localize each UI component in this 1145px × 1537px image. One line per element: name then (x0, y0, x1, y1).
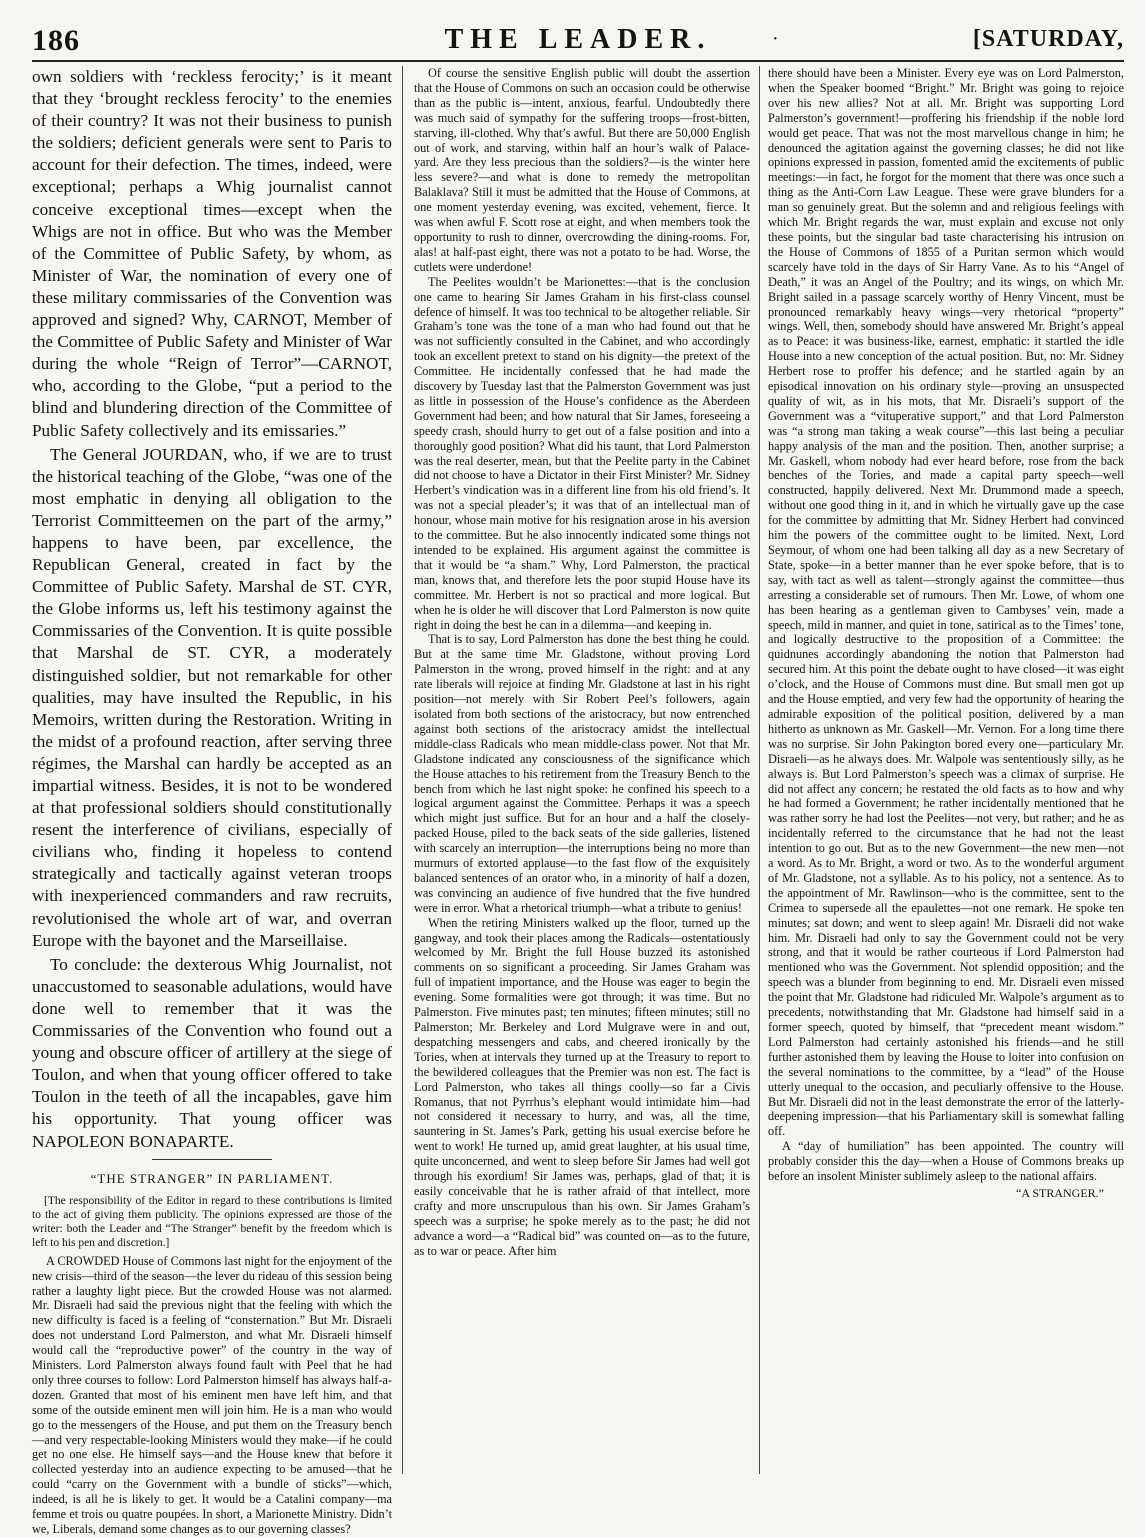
column-rule-1 (402, 66, 403, 1474)
section-divider (152, 1159, 272, 1160)
editor-note: [The responsibility of the Editor in regard to these contributions is limited to the act of giving them publicity. The opinions expressed are those of the writer: both the Leader and “The Stranger” benefit by the freedom which is left to his pen and discretion.] (32, 1194, 392, 1249)
section-title: “THE STRANGER” IN PARLIAMENT. (90, 1170, 334, 1186)
stranger-article-start (32, 1254, 392, 1537)
paragraph: To conclude: the dexterous Whig Journalist, not unaccustomed to seasonable adulations, would have done well to remember that it was the Commissaries of the Convention who found out a young and obscure officer of artillery at the siege of Toulon, and when that young officer offered to take Toulon in the teeth of all the incapables, gave him his opportunity. That young officer was NAPOLEON BONAPARTE. (32, 954, 392, 1151)
page-number: 186 (32, 24, 80, 57)
signoff: “A STRANGER.” (1016, 1185, 1104, 1200)
paragraph: Of course the sensitive English public will doubt the assertion that the House of Commons on such an occasion could be otherwise than as the public is—intent, anxious, fearful. Undoubtedly there was much said of sympathy for the suffering troops—frost-bitten, starving, ill-clothed. Why that’s awful. But there are 50,000 English out of work, and starving, within half an hour’s walk of Palace-yard. Are they less precious than the soldiers?—is the winter here less severe?—and what is done to remedy the metropolitan Balaklava? Still it must be admitted that the House of Commons, at one moment yesterday evening, was excited, vehement, fierce. It was when awful F. Scott rose at eight, and when members took the opportunity to rush to dinner, overcrowding the dining-rooms. For, alas! at half-past eight, there was not a potato to be had. Worse, the cutlets were underdone! (414, 66, 750, 274)
paragraph: A CROWDED House of Commons last night for the enjoyment of the new crisis—third of the season—the lever du rideau of this session being rather a laughty light piece. But the crowded House was not alarmed. Mr. Disraeli had said the previous night that the feeling with which the new difficulty is faced is a feeling of “consternation.” But Mr. Disraeli does not understand Lord Palmerston, and what Mr. Disraeli himself would call the “reproductive power” of the country in the way of Ministers. Lord Palmerston always found fault with Peel that he had only three courses to follow: Lord Palmerston himself has always half-a-dozen. Granted that most of his eminent men have left him, and that some of the outside eminent men will join him. He is a man who would go to the messengers of the House, and put them on the Treasury bench—and very respectable-looking Ministers would they make—if he could get no one else. He himself says—and the House knew that before it collected yesterday into an audience expecting to be amused—that he could “carry on the Government with a bundle of sticks”—which, indeed, is all he is likely to get. It would be a Catalini company—ma femme et trois ou quatre poupées. In short, a Marionette Ministry. Didn’t we, Liberals, demand some changes as to our governing classes? (32, 1253, 392, 1536)
paragraph: own soldiers with ‘reckless ferocity;’ is it meant that they ‘brought reckless ferocity’ to the enemies of their country? It was not their business to punish the soldiers; deficient generals were sent to Paris to account for their defection. The times, indeed, were exceptional; perhaps a Whig journalist cannot conceive exceptional times—except when the Whigs are not in office. But who was the Member of the Committee of Public Safety, by whom, as Minister of War, the nomination of every one of these military commissaries of the Convention was approved and signed? Why, CARNOT, Member of the Committee of Public Safety and Minister of War during the whole “Reign of Terror”—CARNOT, who, according to the Globe, “put a period to the blind and blundering direction of the Committee of Public Safety collectively and its emissaries.” (32, 67, 392, 440)
header-day: [SATURDAY, (972, 26, 1124, 52)
paragraph: That is to say, Lord Palmerston has done the best thing he could. But at the same time Mr. Gladstone, without proving Lord Palmerston in the wrong, proved himself in the right: and at any rate liberals will rejoice at finding Mr. Gladstone at last in his right position—not merely with Sir Robert Peel’s followers, again isolated from both sections of the aristocracy, but now entrenched against both sections of the aristocracy amidst the intellectual middle-class Radicals who mean middle-class power. Not that Mr. Gladstone indicated any consciousness of the significance which the House attaches to his retirement from the Treasury Bench to the bench from which he last night spoke: he confined his speech to a logical argument against the Committee. Perhaps it was a speech which might just suffice. But for an hour and a half the closely-packed House, piled to the back seats of the side galleries, listened with scarcely an interruption—the interruptions being no more than murmurs of extorted applause—to the fast flow of the exquisitely balanced sentences of an orator who, in a minority of half a dozen, was convincing an audience of five hundred that the five hundred were in error. What a rhetorical triumph—what a tribute to genius! (414, 632, 750, 915)
column-rule-2 (759, 66, 760, 1474)
page-header (32, 20, 1124, 62)
paragraph: there should have been a Minister. Every eye was on Lord Palmerston, when the Speaker boomed “Bright.” Mr. Bright was going to rejoice over his new allies? Not at all. Mr. Bright was supporting Lord Palmerston’s government!—proffering his friendship if the noble lord would get peace. That was not the most marvellous change in him; he denounced the agitation against the governing classes; he did not like opinions expressed in passion, fomented amid the excitements of public meetings:—in fact, he forgot for the moment that there was once such a thing as the Anti-Corn Law League. These were grave blunders for a man so genuinely great. But the solemn and and religious feelings with which Mr. Bright regards the war, must explain and excuse not only these points, but the singular bad taste characterising his intrusion on the House of Commons of 1855 of a Puritan sermon which would scarcely have told in the days of Sir Harry Vane. As to his “Angel of Death,” it was an Angel of the Poultry; and its wings, on which Mr. Bright sailed in a passage scarcely worthy of Henry Vincent, must be pronounced remarkably heavy wings—very rhetorical “property” wings. Well, then, somebody should have answered Mr. Bright’s appeal as to Peace: it was business-like, earnest, emphatic: it startled the idle House into a new conception of the actual position. But, no: Mr. Sidney Herbert rose to proffer his defence; and he startled again by an episodical innovation on his ordinary style—proving an unsuspected quality of wit, as in his mots, that Mr. Disraeli’s support of the Government was a “vituperative support,” and that Lord Palmerston was “a strong man taking a weak course”—this last being a peculiar happy analysis of the man and the position. Then, another surprise; a Mr. Gaskell, whom nobody had ever heard before, rose from the back benches of the Tories, and made a capital party speech—well constructed, happily delivered. Next Mr. Drummond made a speech, without one good thing in it, and in which he virtually gave up the case for the committee by admitting that Mr. Sidney Herbert had convinced him the powers of the committee ought to be limited. Next, Lord Seymour, of whom one had been talking all day as a new Secretary of State, spoke—in a better manner than he ever spoke before, that is to say, with tact as well as talent—strongly against the committee—thus arresting a considerable set of rumours. Then Mr. Lowe, of whom one has been hearing as a gentleman given to Cambyses’ vein, made a speech, mild in manner, and quiet in tone, satirical as to the Times’ tone, and logically destructive to the proposition of a Committee: the quidnunes accordingly abandoning the notion that Palmerston had secured him. At this point the debate ought to have closed—it was eight o’clock, and the House of Commons must dine. But small men got up and the House emptied, and very few had the opportunity of hearing the admirable exposition of the political position, delivered by a man hitherto as unknown as Mr. Gaskell—Mr. Vernon. For a long time there was no surprise. Sir John Pakington bored every one—particulary Mr. Disraeli—as he always does. Mr. Walpole was sententiously silly, as he always is. But Lord Palmerston’s speech was a climax of surprise. He did not affect any concern; he restated the old facts as to how and why he had formed a Government; he rather incidentally mentioned that he was rather sorry he had lost the Peelites—not very, but rather; and he as incidentally referred to the circumstance that he had not the least intention to go out. But as to the new Government—the new men—not a word. As to Mr. Bright, a word or two. As to the wonderful argument of Mr. Gladstone, not a syllable. As to his policy, not a sentence. As to the appointment of Mr. Rawlinson—who is the committee, sent to the Crimea to supersede all the epaulettes—not one remark. He spoke ten minutes; sat down; and went to sleep again! Mr. Disraeli did not wake him. Mr. Disraeli had only to say the Government could not be very strong, and that it would be rather courteous if Lord Palmerston had mentioned who was the Government. Not splendid opposition; and the speech was a blunder from beginning to end. Mr. Disraeli even missed the point that Mr. Gladstone had ridiculed Mr. Walpole’s argument as to precedents, notwithstanding that Mr. Gladstone had himself said in a former speech, quoted by himself, that “precedent meant wisdom.” Lord Palmerston had certainly astonished his friends—and he still further astonished them by leaving the House to loiter into confusion on the several nominations to the committee, by a “lead” of the House utterly unequal to the occasion, and peculiarly offensive to the House. But Mr. Disraeli did not in the least demonstrate the error of the latterly-deepening impression—that his Parliamentary skill is somewhat falling off. (768, 66, 1124, 1139)
paragraph: When the retiring Ministers walked up the floor, turned up the gangway, and took their places among the Radicals—ostentatiously welcomed by Mr. Bright the full House buzzed its astonished comments on so significant a proceeding. Sir James Graham was full of impatient importance, and the House was eager to begin the evening. Some formalities were got through; it was time. But no Palmerston. Five minutes past; ten minutes; fifteen minutes; still no Palmerston; Mr. Berkeley and Lord Mulgrave were in and out, despatching messengers and cabs, and cheered ironically by the Tories, when at intervals they turned up at the Treasury to report to the bewildered colleagues that the Premier was non est. The fact is Lord Palmerston, who takes all things coolly—so far a Civis Romanus, that not Pyrrhus’s elephant would intimidate him—had not considered it necessary to hurry, and was, all the time, sauntering in St. James’s Park, getting his usual exercise before he went to work! He turned up, amid great laughter, at his usual time, quite unconcerned, and went to sleep before Sir James had well got through his exordium! Sir James was, perhaps, glad of that; it is easily conceivable that he is rather afraid of that intellect, more crafty and more unscrupulous than his own. Sir James Graham’s speech was a surprise; he spoke merely as to the past; he did not advance a word—a “Radical bid” was counted on—as to the future, as to war or peace. After him (414, 915, 750, 1258)
column-1 (32, 66, 392, 1536)
paragraph: The General JOURDAN, who, if we are to trust the historical teaching of the Globe, “was one of the most emphatic in denying all obligation to the Terrorist Committeemen on the part of the army,” happens to have been, par excellence, the Republican General, created in fact by the Committee of Public Safety. Marshal de ST. CYR, the Globe informs us, left his testimony against the Commissaries of the Convention. It is quite possible that Marshal de ST. CYR, a moderately distinguished soldier, but not remarkable for other qualities, may have insulted the Republic, in his Memoirs, written during the Restoration. Writing in the midst of a profound reaction, after serving three régimes, the Marshal can hardly be accepted as an impartial witness. Besides, it is not to be wondered at that professional soldiers should constitutionally resent the interference of civilians, especially of civilians who, finding it hopeless to contend strategically and tactically against veteran troops with inexperienced commanders and raw recruits, revolutionised the whole art of war, and overran Europe with the bayonet and the Marseillaise. (32, 444, 392, 950)
header-dot: · (772, 28, 779, 50)
column-3 (768, 66, 1124, 1476)
paragraph: The Peelites wouldn’t be Marionettes:—that is the conclusion one came to hearing Sir James Graham in his first-class counsel defence of himself. It was too technical to be altogether reliable. Sir Graham’s tone was the tone of a man who had found out that he was not sufficiently consulted in the Cabinet, and who accordingly took an excellent pretext to stand on his dignity—the pretext of the Committee. He incidentally confessed that he had made the discovery by Tuesday last that the Palmerston Government was just as little in possession of the House’s confidence as the Aberdeen Government had been; and how natural that Sir James, foreseeing a speedy crash, should hurry to get out of a false position and into a thoroughly good position? What did his taunt, that Lord Palmerston was the real deserter, mean, but that the Peelite party in the Cabinet did not choose to have a Dictator in their First Minister? Mr. Sidney Herbert’s vindication was in a different line from his old friend’s. It was not a special pleader’s; it was that of an intellectual man of honour, whose main motive for his resignation arose in his aversion to the committee. But he also innocently indicated some things not intended to be explained. His argument against the committee is that it would be “a sham.” Why, Lord Palmerston, the practical man, knows that, and therefore lets the poor stupid House have its committee. Mr. Herbert is not so practical and more logical. But when he is older he will discover that Lord Palmerston is now quite right in doing the best he can in a dilemma—and keeping in. (414, 274, 750, 632)
newspaper-title: THE LEADER. (444, 24, 712, 55)
column-2 (414, 66, 750, 1476)
paragraph: A “day of humiliation” has been appointed. The country will probably consider this the day—when a House of Commons breaks up before an insolent Minister sublimely asleep to the national affairs. (768, 1139, 1124, 1184)
